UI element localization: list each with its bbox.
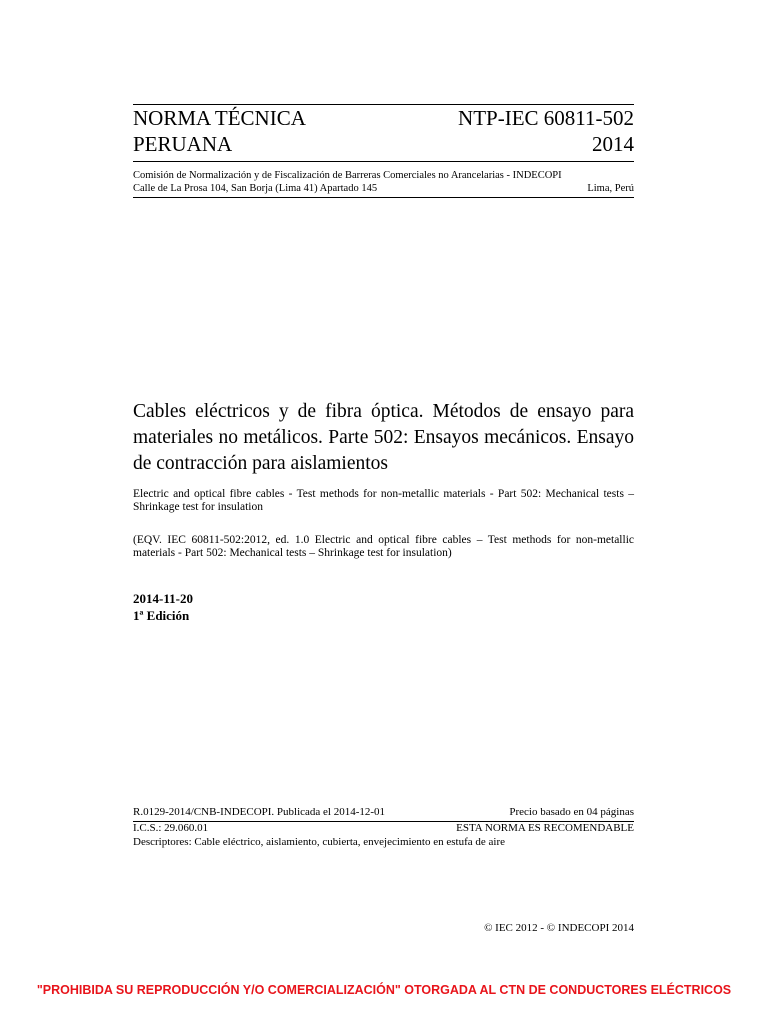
copyright-text: © IEC 2012 - © INDECOPI 2014	[484, 922, 634, 934]
equivalence-note: (EQV. IEC 60811-502:2012, ed. 1.0 Electric and optical fibre cables – Test methods for non-metallic materials - Part 502: Mechanical tests – Shrinkage test for insulation)	[133, 534, 634, 559]
ics-code: I.C.S.: 29.060.01	[133, 822, 209, 834]
org-name-line2: PERUANA	[133, 132, 233, 156]
reproduction-warning: "PROHIBIDA SU REPRODUCCIÓN Y/O COMERCIALIZACIÓN" OTORGADA AL CTN DE CONDUCTORES ELÉCTRICOS	[36, 983, 732, 997]
recommendation-text: ESTA NORMA ES RECOMENDABLE	[456, 822, 634, 834]
resolution-text: R.0129-2014/CNB-INDECOPI. Publicada el 2014-12-01	[133, 806, 386, 818]
edition-date: 2014-11-20	[133, 591, 193, 606]
org-name-line1: NORMA TÉCNICA	[133, 106, 306, 130]
commission-text: Comisión de Normalización y de Fiscalización de Barreras Comerciales no Arancelarias - INDECOPI	[133, 170, 562, 181]
standard-year: 2014	[592, 132, 634, 156]
header-bottom-rule	[133, 197, 634, 198]
price-text: Precio basado en 04 páginas	[509, 806, 634, 818]
address-text: Calle de La Prosa 104, San Borja (Lima 41) Apartado 145	[133, 183, 378, 194]
english-title: Electric and optical fibre cables - Test methods for non-metallic materials - Part 502: Mechanical tests – Shrinkage test for insulation	[133, 488, 634, 513]
spanish-title: Cables eléctricos y de fibra óptica. Métodos de ensayo para materiales no metálicos. Parte 502: Ensayos mecánicos. Ensayo de contracción para aislamientos	[133, 401, 634, 474]
city-text: Lima, Perú	[587, 183, 634, 194]
edition-number: 1ª Edición	[133, 608, 190, 623]
descriptors-text: Descriptores: Cable eléctrico, aislamiento, cubierta, envejecimiento en estufa de aire	[133, 836, 506, 848]
standard-code: NTP-IEC 60811-502	[458, 106, 634, 130]
header-middle-rule	[133, 161, 634, 162]
